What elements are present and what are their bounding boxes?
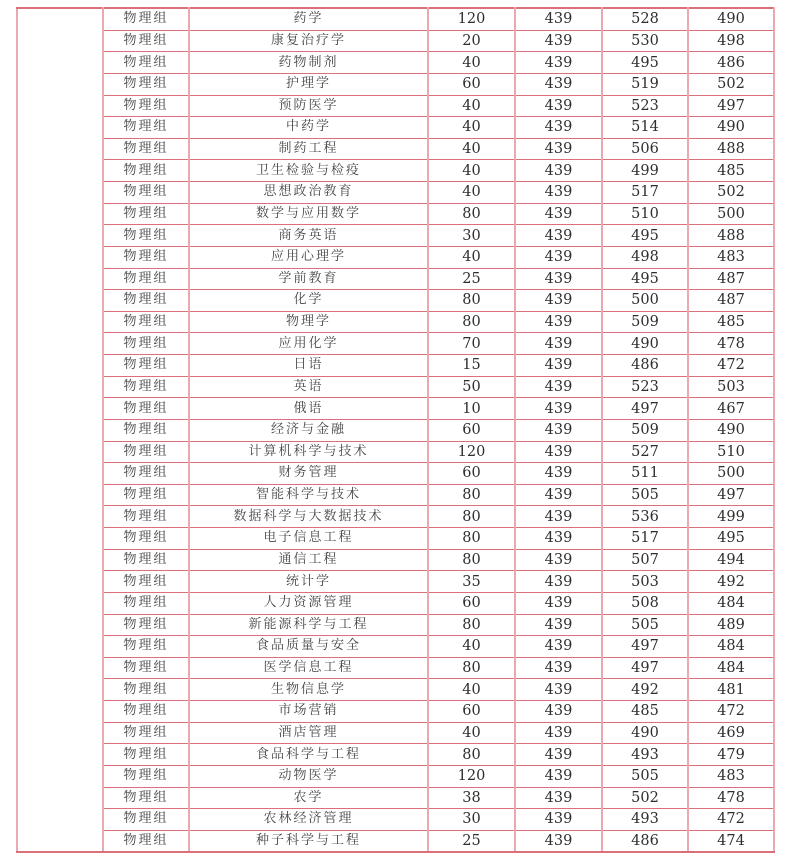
table-row [17,268,774,290]
major-cell: 新能源科学与工程 [189,614,428,636]
max-score-cell: 490 [602,722,688,744]
major-cell: 种子科学与工程 [189,830,428,852]
min-score-cell: 478 [688,333,774,355]
control-line-cell: 439 [515,30,602,52]
table-row [17,744,774,766]
plan-count-cell: 25 [428,830,515,852]
control-line-cell: 439 [515,441,602,463]
min-score-cell: 472 [688,809,774,831]
plan-count-cell: 120 [428,441,515,463]
max-score-cell: 506 [602,138,688,160]
min-score-cell: 481 [688,679,774,701]
plan-count-cell: 38 [428,787,515,809]
major-cell: 物理学 [189,311,428,333]
major-cell: 动物医学 [189,765,428,787]
group-cell: 物理组 [103,246,189,268]
plan-count-cell: 60 [428,592,515,614]
min-score-cell: 488 [688,225,774,247]
table-row [17,203,774,225]
plan-count-cell: 60 [428,701,515,723]
major-cell: 数据科学与大数据技术 [189,506,428,528]
plan-count-cell: 80 [428,528,515,550]
major-cell: 日语 [189,355,428,377]
group-cell: 物理组 [103,333,189,355]
min-score-cell: 484 [688,636,774,658]
control-line-cell: 439 [515,528,602,550]
table-row [17,614,774,636]
plan-count-cell: 40 [428,246,515,268]
table-row [17,484,774,506]
max-score-cell: 497 [602,398,688,420]
major-cell: 药物制剂 [189,52,428,74]
min-score-cell: 487 [688,290,774,312]
plan-count-cell: 80 [428,203,515,225]
max-score-cell: 495 [602,52,688,74]
table-row [17,8,774,30]
major-cell: 医学信息工程 [189,657,428,679]
table-row [17,463,774,485]
group-cell: 物理组 [103,787,189,809]
group-cell: 物理组 [103,679,189,701]
plan-count-cell: 120 [428,765,515,787]
max-score-cell: 527 [602,441,688,463]
max-score-cell: 517 [602,528,688,550]
group-cell: 物理组 [103,182,189,204]
max-score-cell: 495 [602,225,688,247]
group-cell: 物理组 [103,268,189,290]
table-row [17,290,774,312]
control-line-cell: 439 [515,95,602,117]
plan-count-cell: 40 [428,636,515,658]
table-row [17,571,774,593]
table-row [17,679,774,701]
min-score-cell: 484 [688,657,774,679]
group-cell: 物理组 [103,203,189,225]
plan-count-cell: 50 [428,376,515,398]
control-line-cell: 439 [515,549,602,571]
group-cell: 物理组 [103,744,189,766]
control-line-cell: 439 [515,8,602,30]
min-score-cell: 487 [688,268,774,290]
max-score-cell: 497 [602,636,688,658]
major-cell: 食品质量与安全 [189,636,428,658]
table-row [17,830,774,852]
group-cell: 物理组 [103,30,189,52]
major-cell: 经济与金融 [189,419,428,441]
table-row [17,419,774,441]
plan-count-cell: 40 [428,52,515,74]
control-line-cell: 439 [515,73,602,95]
control-line-cell: 439 [515,419,602,441]
major-cell: 酒店管理 [189,722,428,744]
plan-count-cell: 10 [428,398,515,420]
min-score-cell: 503 [688,376,774,398]
max-score-cell: 507 [602,549,688,571]
major-cell: 生物信息学 [189,679,428,701]
group-cell: 物理组 [103,138,189,160]
plan-count-cell: 30 [428,809,515,831]
table-row [17,765,774,787]
min-score-cell: 500 [688,463,774,485]
plan-count-cell: 40 [428,182,515,204]
min-score-cell: 479 [688,744,774,766]
max-score-cell: 495 [602,268,688,290]
table-body [17,8,774,852]
group-cell: 物理组 [103,398,189,420]
plan-count-cell: 15 [428,355,515,377]
min-score-cell: 502 [688,73,774,95]
major-cell: 数学与应用数学 [189,203,428,225]
max-score-cell: 502 [602,787,688,809]
table-row [17,73,774,95]
min-score-cell: 494 [688,549,774,571]
control-line-cell: 439 [515,117,602,139]
control-line-cell: 439 [515,290,602,312]
table-row [17,333,774,355]
control-line-cell: 439 [515,160,602,182]
table-row [17,441,774,463]
major-cell: 预防医学 [189,95,428,117]
plan-count-cell: 40 [428,679,515,701]
table-row [17,95,774,117]
table-row [17,636,774,658]
group-cell: 物理组 [103,95,189,117]
max-score-cell: 508 [602,592,688,614]
major-cell: 财务管理 [189,463,428,485]
min-score-cell: 488 [688,138,774,160]
group-cell: 物理组 [103,52,189,74]
max-score-cell: 505 [602,765,688,787]
group-cell: 物理组 [103,463,189,485]
min-score-cell: 490 [688,117,774,139]
control-line-cell: 439 [515,355,602,377]
max-score-cell: 510 [602,203,688,225]
major-cell: 统计学 [189,571,428,593]
min-score-cell: 472 [688,355,774,377]
control-line-cell: 439 [515,484,602,506]
major-cell: 通信工程 [189,549,428,571]
group-cell: 物理组 [103,290,189,312]
min-score-cell: 492 [688,571,774,593]
max-score-cell: 500 [602,290,688,312]
min-score-cell: 484 [688,592,774,614]
major-cell: 俄语 [189,398,428,420]
major-cell: 市场营销 [189,701,428,723]
major-cell: 商务英语 [189,225,428,247]
plan-count-cell: 25 [428,268,515,290]
max-score-cell: 485 [602,701,688,723]
major-cell: 护理学 [189,73,428,95]
table-row [17,246,774,268]
control-line-cell: 439 [515,138,602,160]
table-row [17,398,774,420]
min-score-cell: 489 [688,614,774,636]
plan-count-cell: 20 [428,30,515,52]
major-cell: 人力资源管理 [189,592,428,614]
plan-count-cell: 80 [428,744,515,766]
major-cell: 药学 [189,8,428,30]
max-score-cell: 497 [602,657,688,679]
min-score-cell: 486 [688,52,774,74]
min-score-cell: 490 [688,419,774,441]
group-cell: 物理组 [103,73,189,95]
group-cell: 物理组 [103,506,189,528]
plan-count-cell: 70 [428,333,515,355]
max-score-cell: 528 [602,8,688,30]
major-cell: 电子信息工程 [189,528,428,550]
plan-count-cell: 80 [428,311,515,333]
group-cell: 物理组 [103,830,189,852]
max-score-cell: 490 [602,333,688,355]
plan-count-cell: 40 [428,138,515,160]
group-cell: 物理组 [103,809,189,831]
min-score-cell: 510 [688,441,774,463]
plan-count-cell: 60 [428,463,515,485]
max-score-cell: 503 [602,571,688,593]
min-score-cell: 467 [688,398,774,420]
group-cell: 物理组 [103,225,189,247]
major-cell: 应用化学 [189,333,428,355]
table-row [17,657,774,679]
min-score-cell: 498 [688,30,774,52]
major-cell: 农林经济管理 [189,809,428,831]
control-line-cell: 439 [515,182,602,204]
plan-count-cell: 80 [428,506,515,528]
max-score-cell: 509 [602,311,688,333]
table-row [17,355,774,377]
min-score-cell: 478 [688,787,774,809]
control-line-cell: 439 [515,592,602,614]
major-cell: 卫生检验与检疫 [189,160,428,182]
control-line-cell: 439 [515,203,602,225]
max-score-cell: 511 [602,463,688,485]
table-row [17,182,774,204]
min-score-cell: 495 [688,528,774,550]
min-score-cell: 474 [688,830,774,852]
plan-count-cell: 60 [428,419,515,441]
control-line-cell: 439 [515,311,602,333]
plan-count-cell: 80 [428,484,515,506]
major-cell: 计算机科学与技术 [189,441,428,463]
table-row [17,809,774,831]
max-score-cell: 505 [602,614,688,636]
control-line-cell: 439 [515,744,602,766]
table-row [17,701,774,723]
plan-count-cell: 40 [428,160,515,182]
control-line-cell: 439 [515,765,602,787]
plan-count-cell: 35 [428,571,515,593]
control-line-cell: 439 [515,722,602,744]
table-row [17,311,774,333]
control-line-cell: 439 [515,376,602,398]
max-score-cell: 493 [602,809,688,831]
major-cell: 康复治疗学 [189,30,428,52]
min-score-cell: 497 [688,95,774,117]
major-cell: 思想政治教育 [189,182,428,204]
max-score-cell: 509 [602,419,688,441]
table-row [17,549,774,571]
merged-province-cell [17,8,103,852]
plan-count-cell: 60 [428,73,515,95]
max-score-cell: 514 [602,117,688,139]
group-cell: 物理组 [103,571,189,593]
max-score-cell: 492 [602,679,688,701]
control-line-cell: 439 [515,636,602,658]
control-line-cell: 439 [515,614,602,636]
plan-count-cell: 80 [428,657,515,679]
group-cell: 物理组 [103,657,189,679]
table-row [17,528,774,550]
major-cell: 应用心理学 [189,246,428,268]
table-row [17,160,774,182]
max-score-cell: 519 [602,73,688,95]
min-score-cell: 472 [688,701,774,723]
control-line-cell: 439 [515,52,602,74]
max-score-cell: 505 [602,484,688,506]
min-score-cell: 497 [688,484,774,506]
max-score-cell: 530 [602,30,688,52]
group-cell: 物理组 [103,441,189,463]
plan-count-cell: 80 [428,549,515,571]
major-cell: 制药工程 [189,138,428,160]
control-line-cell: 439 [515,679,602,701]
min-score-cell: 483 [688,246,774,268]
max-score-cell: 493 [602,744,688,766]
plan-count-cell: 30 [428,225,515,247]
control-line-cell: 439 [515,830,602,852]
max-score-cell: 517 [602,182,688,204]
max-score-cell: 523 [602,376,688,398]
group-cell: 物理组 [103,484,189,506]
plan-count-cell: 40 [428,722,515,744]
group-cell: 物理组 [103,419,189,441]
major-cell: 食品科学与工程 [189,744,428,766]
max-score-cell: 486 [602,355,688,377]
control-line-cell: 439 [515,701,602,723]
table-row [17,722,774,744]
control-line-cell: 439 [515,506,602,528]
group-cell: 物理组 [103,701,189,723]
major-cell: 智能科学与技术 [189,484,428,506]
plan-count-cell: 40 [428,95,515,117]
max-score-cell: 523 [602,95,688,117]
group-cell: 物理组 [103,765,189,787]
max-score-cell: 486 [602,830,688,852]
plan-count-cell: 40 [428,117,515,139]
min-score-cell: 483 [688,765,774,787]
min-score-cell: 499 [688,506,774,528]
table-row [17,506,774,528]
plan-count-cell: 80 [428,290,515,312]
table-row [17,787,774,809]
table-row [17,138,774,160]
plan-count-cell: 120 [428,8,515,30]
group-cell: 物理组 [103,117,189,139]
group-cell: 物理组 [103,376,189,398]
control-line-cell: 439 [515,398,602,420]
control-line-cell: 439 [515,246,602,268]
min-score-cell: 500 [688,203,774,225]
table-row [17,52,774,74]
table-row [17,592,774,614]
control-line-cell: 439 [515,225,602,247]
group-cell: 物理组 [103,614,189,636]
table-row [17,30,774,52]
group-cell: 物理组 [103,528,189,550]
control-line-cell: 439 [515,809,602,831]
group-cell: 物理组 [103,722,189,744]
major-cell: 英语 [189,376,428,398]
table-row [17,225,774,247]
table-row [17,117,774,139]
control-line-cell: 439 [515,268,602,290]
major-cell: 中药学 [189,117,428,139]
max-score-cell: 498 [602,246,688,268]
control-line-cell: 439 [515,463,602,485]
group-cell: 物理组 [103,636,189,658]
control-line-cell: 439 [515,571,602,593]
table-row [17,376,774,398]
min-score-cell: 502 [688,182,774,204]
min-score-cell: 469 [688,722,774,744]
major-cell: 农学 [189,787,428,809]
group-cell: 物理组 [103,549,189,571]
plan-count-cell: 80 [428,614,515,636]
control-line-cell: 439 [515,657,602,679]
max-score-cell: 536 [602,506,688,528]
group-cell: 物理组 [103,592,189,614]
group-cell: 物理组 [103,8,189,30]
control-line-cell: 439 [515,333,602,355]
admissions-table-container [16,7,773,853]
control-line-cell: 439 [515,787,602,809]
group-cell: 物理组 [103,311,189,333]
major-cell: 学前教育 [189,268,428,290]
major-cell: 化学 [189,290,428,312]
min-score-cell: 485 [688,311,774,333]
group-cell: 物理组 [103,355,189,377]
group-cell: 物理组 [103,160,189,182]
admissions-score-table [16,7,775,853]
max-score-cell: 499 [602,160,688,182]
min-score-cell: 490 [688,8,774,30]
min-score-cell: 485 [688,160,774,182]
